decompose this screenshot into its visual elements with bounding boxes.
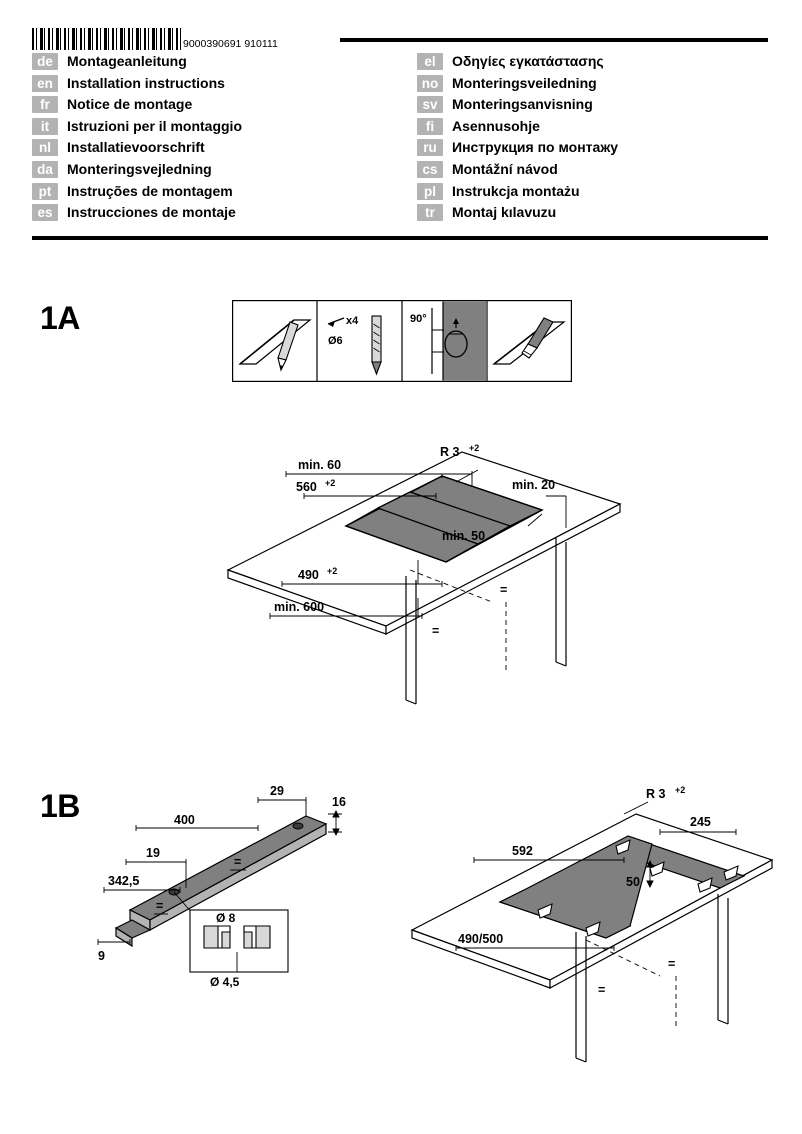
language-name-el: Οδηγίες εγκατάστασης [452,53,604,69]
figure-bracket-dimensions [70,780,360,1010]
svg-text:x4: x4 [346,315,359,327]
language-row-da [32,160,342,182]
figure-cutout-dimensions [210,430,630,730]
barcode-image [32,28,182,50]
language-code-fi: fi [417,118,443,135]
svg-text:min. 20: min. 20 [512,478,556,492]
language-name-fr: Notice de montage [67,96,193,113]
svg-text:50: 50 [626,875,640,889]
language-name-ru: Инструкция по монтажу [452,139,619,156]
language-row-no [417,74,767,96]
language-row-pt [32,182,342,204]
section-label-1a: 1A [40,300,80,336]
svg-text:245: 245 [690,815,711,829]
svg-text:342,5: 342,5 [108,874,140,888]
svg-text:=: = [598,983,606,997]
language-row-pl [417,182,767,204]
language-row-fi [417,117,767,139]
svg-text:592: 592 [512,844,533,858]
svg-text:Ø6: Ø6 [328,335,343,347]
language-name-pt: Instruções de montagem [67,182,233,199]
language-code-nl: nl [32,139,58,156]
dim-min-rear: min. 60 [298,458,342,472]
svg-text:R 3: R 3 [646,787,666,801]
language-row-cs [417,160,767,182]
svg-text:Ø 4,5: Ø 4,5 [210,975,240,989]
svg-text:+2: +2 [325,478,336,488]
header-rule-bottom [32,236,768,240]
figure-step-panels [232,300,572,382]
language-name-tr: Montaj kılavuzu [452,204,557,221]
language-code-sv: sv [417,96,443,113]
language-row-de [32,52,342,74]
language-code-en: en [32,75,58,92]
language-name-da: Monteringsvejledning [67,160,212,177]
language-name-pl: Instrukcja montażu [452,182,580,199]
figure-install-dimensions [400,780,780,1080]
language-name-no: Monteringsveiledning [452,74,597,91]
language-code-el: el [417,53,443,70]
language-list-right [417,52,767,225]
language-code-da: da [32,161,58,178]
svg-text:16: 16 [332,795,346,809]
language-code-ru: ru [417,139,443,156]
svg-text:=: = [500,583,508,597]
header-rule-top [340,38,768,42]
document-header [0,0,802,250]
barcode-block [32,28,278,50]
language-name-fi: Asennusohje [452,117,540,134]
language-name-es: Instrucciones de montaje [67,204,236,221]
svg-text:min. 600: min. 600 [274,600,325,614]
svg-text:Ø 8: Ø 8 [216,911,236,925]
language-row-es [32,203,342,225]
svg-text:560: 560 [296,480,317,494]
svg-text:R 3: R 3 [440,445,460,459]
language-row-sv [417,95,767,117]
language-name-en: Installation instructions [67,74,225,91]
svg-text:490: 490 [298,568,319,582]
svg-text:min. 50: min. 50 [442,529,486,543]
svg-text:19: 19 [146,846,160,860]
svg-text:400: 400 [174,813,195,827]
language-code-it: it [32,118,58,135]
language-row-el [417,52,767,74]
language-row-fr [32,95,342,117]
svg-text:=: = [234,855,242,869]
language-row-nl [32,138,342,160]
section-label-1b: 1B [40,788,80,824]
svg-text:+2: +2 [469,443,480,453]
language-code-no: no [417,75,443,92]
barcode-number: 9000390691 910111 [183,38,278,50]
svg-text:+2: +2 [675,785,686,795]
svg-text:=: = [156,899,164,913]
svg-text:9: 9 [98,949,105,963]
svg-text:29: 29 [270,784,284,798]
language-name-de: Montageanleitung [67,53,187,69]
language-row-en [32,74,342,96]
language-code-fr: fr [32,96,58,113]
svg-text:90°: 90° [410,313,427,325]
language-code-pt: pt [32,183,58,200]
language-code-pl: pl [417,183,443,200]
language-row-tr [417,203,767,225]
language-code-cs: cs [417,161,443,178]
svg-text:=: = [432,624,440,638]
svg-text:=: = [668,957,676,971]
language-name-cs: Montážní návod [452,160,558,177]
language-row-it [32,117,342,139]
svg-text:490/500: 490/500 [458,932,504,946]
language-name-sv: Monteringsanvisning [452,96,593,113]
language-list-left [32,52,342,225]
language-code-tr: tr [417,204,443,221]
language-code-es: es [32,204,58,221]
language-name-nl: Installatievoorschrift [67,139,205,156]
language-name-it: Istruzioni per il montaggio [67,117,242,134]
svg-text:+2: +2 [327,566,338,576]
language-code-de: de [32,53,58,70]
language-row-ru [417,138,767,160]
